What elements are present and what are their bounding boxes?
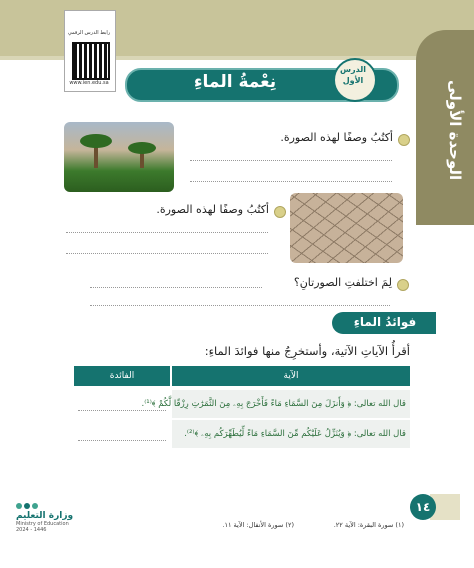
page-number: ١٤ — [410, 494, 436, 520]
lesson-badge-line2: الأول — [342, 76, 364, 85]
footnote-1: (١) سورة البقرة: الآية ٢٢. — [333, 521, 404, 529]
answer-line[interactable] — [66, 232, 268, 233]
lesson-badge-text — [333, 64, 373, 86]
bullet-icon — [397, 279, 409, 291]
ministry-year: 2024 - 1446 — [16, 527, 47, 533]
oasis-photo — [64, 122, 174, 192]
lesson-badge-line1: الدرس — [339, 65, 366, 74]
answer-line[interactable] — [190, 160, 392, 161]
palm-leaves — [128, 142, 156, 154]
benefit-cell[interactable] — [74, 420, 170, 448]
qr-code-icon[interactable] — [72, 42, 110, 80]
dry-land-photo — [290, 193, 403, 263]
footnote-2: (٢) سورة الأنفال: الآية ١١. — [222, 521, 294, 529]
lesson-title: نِعْمةُ الماءِ — [193, 72, 277, 92]
ministry-name-en: Ministry of Education — [16, 521, 69, 527]
table-row — [74, 390, 410, 418]
answer-line[interactable] — [78, 440, 166, 441]
verse-cell — [141, 390, 410, 418]
table-header-verse: الآية — [172, 366, 410, 386]
unit-label: الوحدة الأولى — [446, 79, 464, 181]
ministry-logo — [16, 503, 76, 533]
verse-text: قال الله تعالى: ﴿ وَأَنزَلَ مِنَ السَّمَاءِ مَاءً فَأَخْرَجَ بِهِۦ مِنَ الثَّمَرَٰتِ رِزْقًا لَّكُمْ ﴾⁽¹⁾. — [141, 399, 406, 409]
section-instruction: أقرأُ الآياتِ الآتية، وأستخرِجُ منها فوائدَ الماءِ: — [204, 344, 410, 358]
ministry-name-ar: وزارة التعليم — [16, 511, 74, 521]
qr-url: www.ien.edu.sa — [69, 80, 109, 86]
answer-line[interactable] — [90, 287, 262, 288]
question-2: أكتُبُ وصفًا لهذه الصورة. — [156, 203, 269, 216]
section-title: فوائدُ الماءِ — [353, 315, 417, 329]
table-row — [74, 420, 410, 448]
qr-label: رابط الدرس الرقمي — [67, 30, 111, 36]
answer-line[interactable] — [90, 305, 390, 306]
bullet-icon — [398, 134, 410, 146]
verse-cell — [172, 420, 410, 448]
answer-line[interactable] — [78, 410, 166, 411]
answer-line[interactable] — [190, 181, 392, 182]
question-3: لِمَ اختلفتِ الصورتانِ؟ — [293, 276, 392, 289]
palm-leaves — [80, 134, 112, 148]
verse-text: قال الله تعالى: ﴿ وَيُنَزِّلُ عَلَيْكُم مِّنَ السَّمَاءِ مَاءً لِّيُطَهِّرَكُم بِهِۦ ﴾⁽²⁾. — [184, 429, 406, 439]
answer-line[interactable] — [66, 253, 268, 254]
ministry-logo-mark — [16, 503, 76, 509]
table-header-benefit: الفائدة — [74, 366, 170, 386]
question-1: أكتُبُ وصفًا لهذه الصورة. — [280, 131, 393, 144]
bullet-icon — [274, 206, 286, 218]
